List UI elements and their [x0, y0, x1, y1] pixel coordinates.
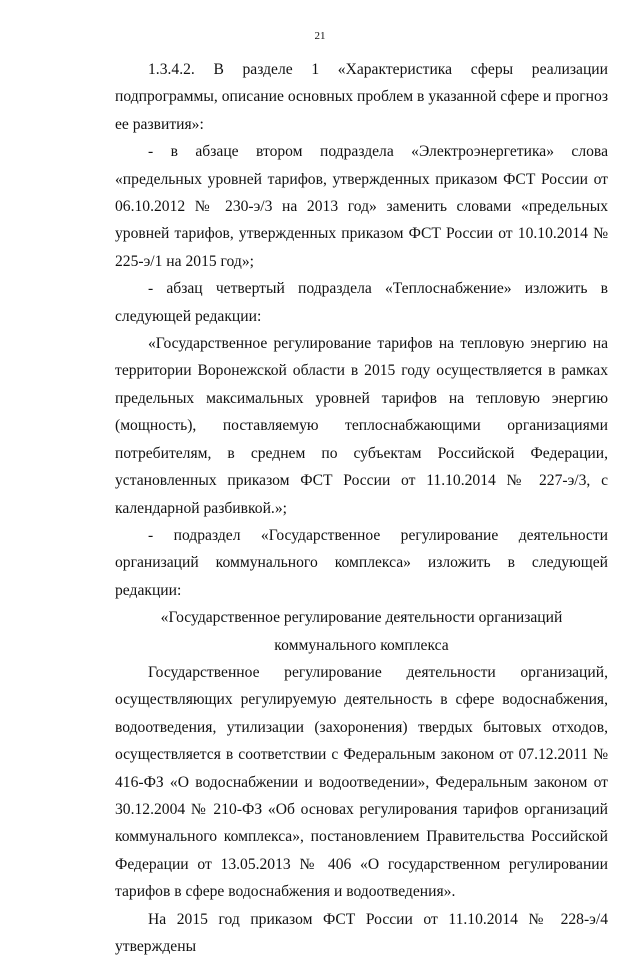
page-number: 21 — [314, 30, 326, 42]
paragraph-tariffs-2015: На 2015 год приказом ФСТ России от 11.10.2014 № 228-э/4 утверждены — [115, 910, 608, 955]
subsection-title: «Государственное регулирование деятельности организаций коммунального комплекса — [160, 609, 563, 654]
paragraph-heat-supply-text: «Государственное регулирование тарифов на тепловую энергию на территории Воронежской области в 2015 году осуществляется в рамках предельных максимальных уровней тарифов на тепловую энергию (мощность), поставляемую теплоснабжающими организациями потребителям, в среднем по субъектам Российской Федерации, установленных приказом ФСТ России от 11.10.2014 № 227-э/3, с календарной разбивкой.»; — [115, 335, 608, 517]
paragraph-electroenergetics: - в абзаце втором подраздела «Электроэнергетика» слова «предельных уровней тарифов, утвержденных приказом ФСТ России от 06.10.2012 № 230-э/3 на 2013 год» заменить словами «предельных уровней тарифов, утвержденных приказом ФСТ России от 10.10.2014 № 225-э/1 на 2015 год»; — [115, 143, 608, 270]
paragraph-heat-supply-intro: - абзац четвертый подраздела «Теплоснабжение» изложить в следующей редакции: — [115, 280, 608, 325]
document-body — [115, 56, 608, 960]
paragraph-communal-text: Государственное регулирование деятельности организаций, осуществляющих регулируемую деятельность в сфере водоснабжения, водоотведения, утилизации (захоронения) твердых бытовых отходов, осуществляется в соответствии с Федеральным законом от 07.12.2011 № 416-ФЗ «О водоснабжении и водоотведении», Федеральным законом от 30.12.2004 № 210-ФЗ «Об основах регулирования тарифов организаций коммунального комплекса», постановлением Правительства Российской Федерации от 13.05.2013 № 406 «О государственном регулировании тарифов в сфере водоснабжения и водоотведения». — [115, 663, 608, 901]
paragraph-section-heading: 1.3.4.2. В разделе 1 «Характеристика сферы реализации подпрограммы, описание основных проблем в указанной сфере и прогноз ее развития»: — [115, 61, 608, 133]
paragraph-communal-intro: - подраздел «Государственное регулирование деятельности организаций коммунального комплекса» изложить в следующей редакции: — [115, 526, 608, 599]
